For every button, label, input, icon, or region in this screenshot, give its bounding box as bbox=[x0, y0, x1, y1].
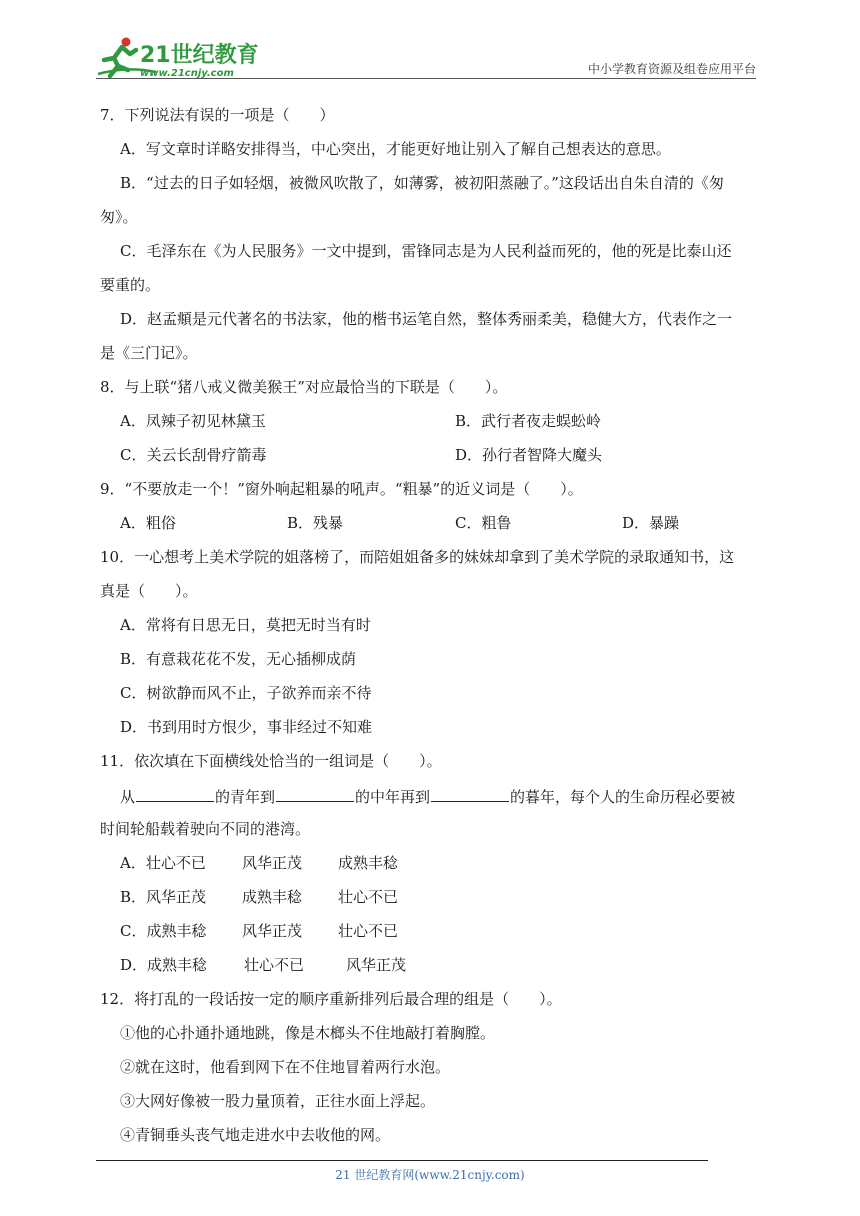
q10-option-a: A．常将有日思无日，莫把无时当有时 bbox=[120, 616, 371, 634]
q11-option-d-word-3: 风华正茂 bbox=[346, 956, 407, 974]
q8-option-b: B．武行者夜走蜈蚣岭 bbox=[455, 412, 602, 430]
q9-option-b: B．残暴 bbox=[287, 514, 344, 532]
q12-stem: 12．将打乱的一段话按一定的顺序重新排列后最合理的组是（ ）。 bbox=[100, 990, 562, 1008]
q7-option-d: D．赵孟頫是元代著名的书法家，他的楷书运笔自然，整体秀丽柔美，稳健大方，代表作之一 bbox=[120, 310, 733, 328]
q7-option-d-cont: 是《三门记》。 bbox=[100, 344, 198, 362]
q8-option-d: D．孙行者智降大魔头 bbox=[455, 446, 603, 464]
q12-sentence-4: ④青铜垂头丧气地走进水中去收他的网。 bbox=[120, 1126, 391, 1144]
logo-sub-text: www.21cnjy.com bbox=[140, 68, 234, 79]
q10-option-c: C．树欲静而风不止，子欲养而亲不待 bbox=[120, 684, 372, 702]
q9-option-d: D．暴躁 bbox=[622, 514, 680, 532]
page-header bbox=[0, 0, 860, 90]
q11-option-a bbox=[120, 853, 760, 873]
q11-fill-part-d: 的暮年，每个人的生命历程必要被 bbox=[510, 788, 736, 806]
logo-main-text: 21世纪教育 bbox=[140, 43, 259, 68]
q7-option-b: B．“过去的日子如轻烟，被微风吹散了，如薄雾，被初阳蒸融了。”这段话出自朱自清的《匆 bbox=[120, 174, 724, 192]
q11-option-c-word-1: C．成熟丰稔 bbox=[120, 922, 207, 940]
q11-fill-sentence-cont: 时间轮船载着驶向不同的港湾。 bbox=[100, 820, 311, 838]
q8-stem: 8．与上联“猪八戒义微美猴王”对应最恰当的下联是（ ）。 bbox=[100, 378, 508, 396]
q11-fill-part-b: 的青年到 bbox=[215, 788, 276, 806]
q12-sentence-1: ①他的心扑通扑通地跳，像是木榔头不住地敲打着胸膛。 bbox=[120, 1024, 496, 1042]
q11-option-b-word-3: 壮心不已 bbox=[338, 888, 399, 906]
q12-sentence-2: ②就在这时，他看到网下在不住地冒着两行水泡。 bbox=[120, 1058, 451, 1076]
q11-option-c-word-3: 壮心不已 bbox=[338, 922, 399, 940]
q11-option-b-word-2: 成熟丰稔 bbox=[242, 888, 303, 906]
q10-option-d: D．书到用时方恨少，事非经过不知难 bbox=[120, 718, 373, 736]
q11-blank-2 bbox=[276, 785, 354, 802]
q10-stem: 10．一心想考上美术学院的姐落榜了，而陪姐姐备多的妹妹却拿到了美术学院的录取通知书，这 bbox=[100, 548, 735, 566]
q8-option-a: A．凤辣子初见林黛玉 bbox=[120, 412, 266, 430]
q11-option-c-word-2: 风华正茂 bbox=[242, 922, 303, 940]
q11-fill-sentence bbox=[120, 785, 735, 807]
q11-option-b-word-1: B．风华正茂 bbox=[120, 888, 207, 906]
q10-stem-cont: 真是（ ）。 bbox=[100, 582, 198, 600]
q11-fill-part-c: 的中年再到 bbox=[355, 788, 431, 806]
q11-fill-part-a: 从 bbox=[120, 788, 136, 806]
q11-option-d-word-1: D．成熟丰稔 bbox=[120, 956, 208, 974]
q9-option-c: C．粗鲁 bbox=[455, 514, 512, 532]
q11-blank-3 bbox=[431, 785, 509, 802]
q7-option-b-cont: 匆》。 bbox=[100, 208, 138, 226]
q11-option-a-word-1: A．壮心不已 bbox=[120, 854, 206, 872]
q9-stem: 9．“不要放走一个！”窗外响起粗暴的吼声。“粗暴”的近义词是（ ）。 bbox=[100, 480, 583, 498]
q11-stem: 11．依次填在下面横线处恰当的一组词是（ ）。 bbox=[100, 752, 442, 770]
q8-option-c: C．关云长刮骨疗箭毒 bbox=[120, 446, 267, 464]
q11-option-a-word-2: 风华正茂 bbox=[242, 854, 303, 872]
footer-text[interactable]: 21 世纪教育网(www.21cnjy.com) bbox=[335, 1168, 525, 1182]
q11-option-d-word-2: 壮心不已 bbox=[244, 956, 305, 974]
footer-divider bbox=[96, 1160, 708, 1161]
q11-option-a-word-3: 成熟丰稔 bbox=[338, 854, 399, 872]
q9-option-a: A．粗俗 bbox=[120, 514, 176, 532]
q7-stem: 7．下列说法有误的一项是（ ） bbox=[100, 106, 335, 124]
platform-title: 中小学教育资源及组卷应用平台 bbox=[587, 62, 756, 76]
q7-option-c: C．毛泽东在《为人民服务》一文中提到，雷锋同志是为人民利益而死的，他的死是比泰山还 bbox=[120, 242, 732, 260]
q11-option-d bbox=[120, 955, 760, 975]
q11-option-b bbox=[120, 887, 760, 907]
header-divider bbox=[96, 78, 756, 79]
q7-option-c-cont: 要重的。 bbox=[100, 276, 161, 294]
q7-option-a: A．写文章时详略安排得当，中心突出，才能更好地让别入了解自己想表达的意思。 bbox=[120, 140, 671, 158]
q11-blank-1 bbox=[136, 785, 214, 802]
logo-21cnjy bbox=[96, 36, 266, 80]
q11-option-c bbox=[120, 921, 760, 941]
q12-sentence-3: ③大网好像被一股力量顶着，正往水面上浮起。 bbox=[120, 1092, 436, 1110]
q10-option-b: B．有意栽花花不发，无心插柳成荫 bbox=[120, 650, 357, 668]
